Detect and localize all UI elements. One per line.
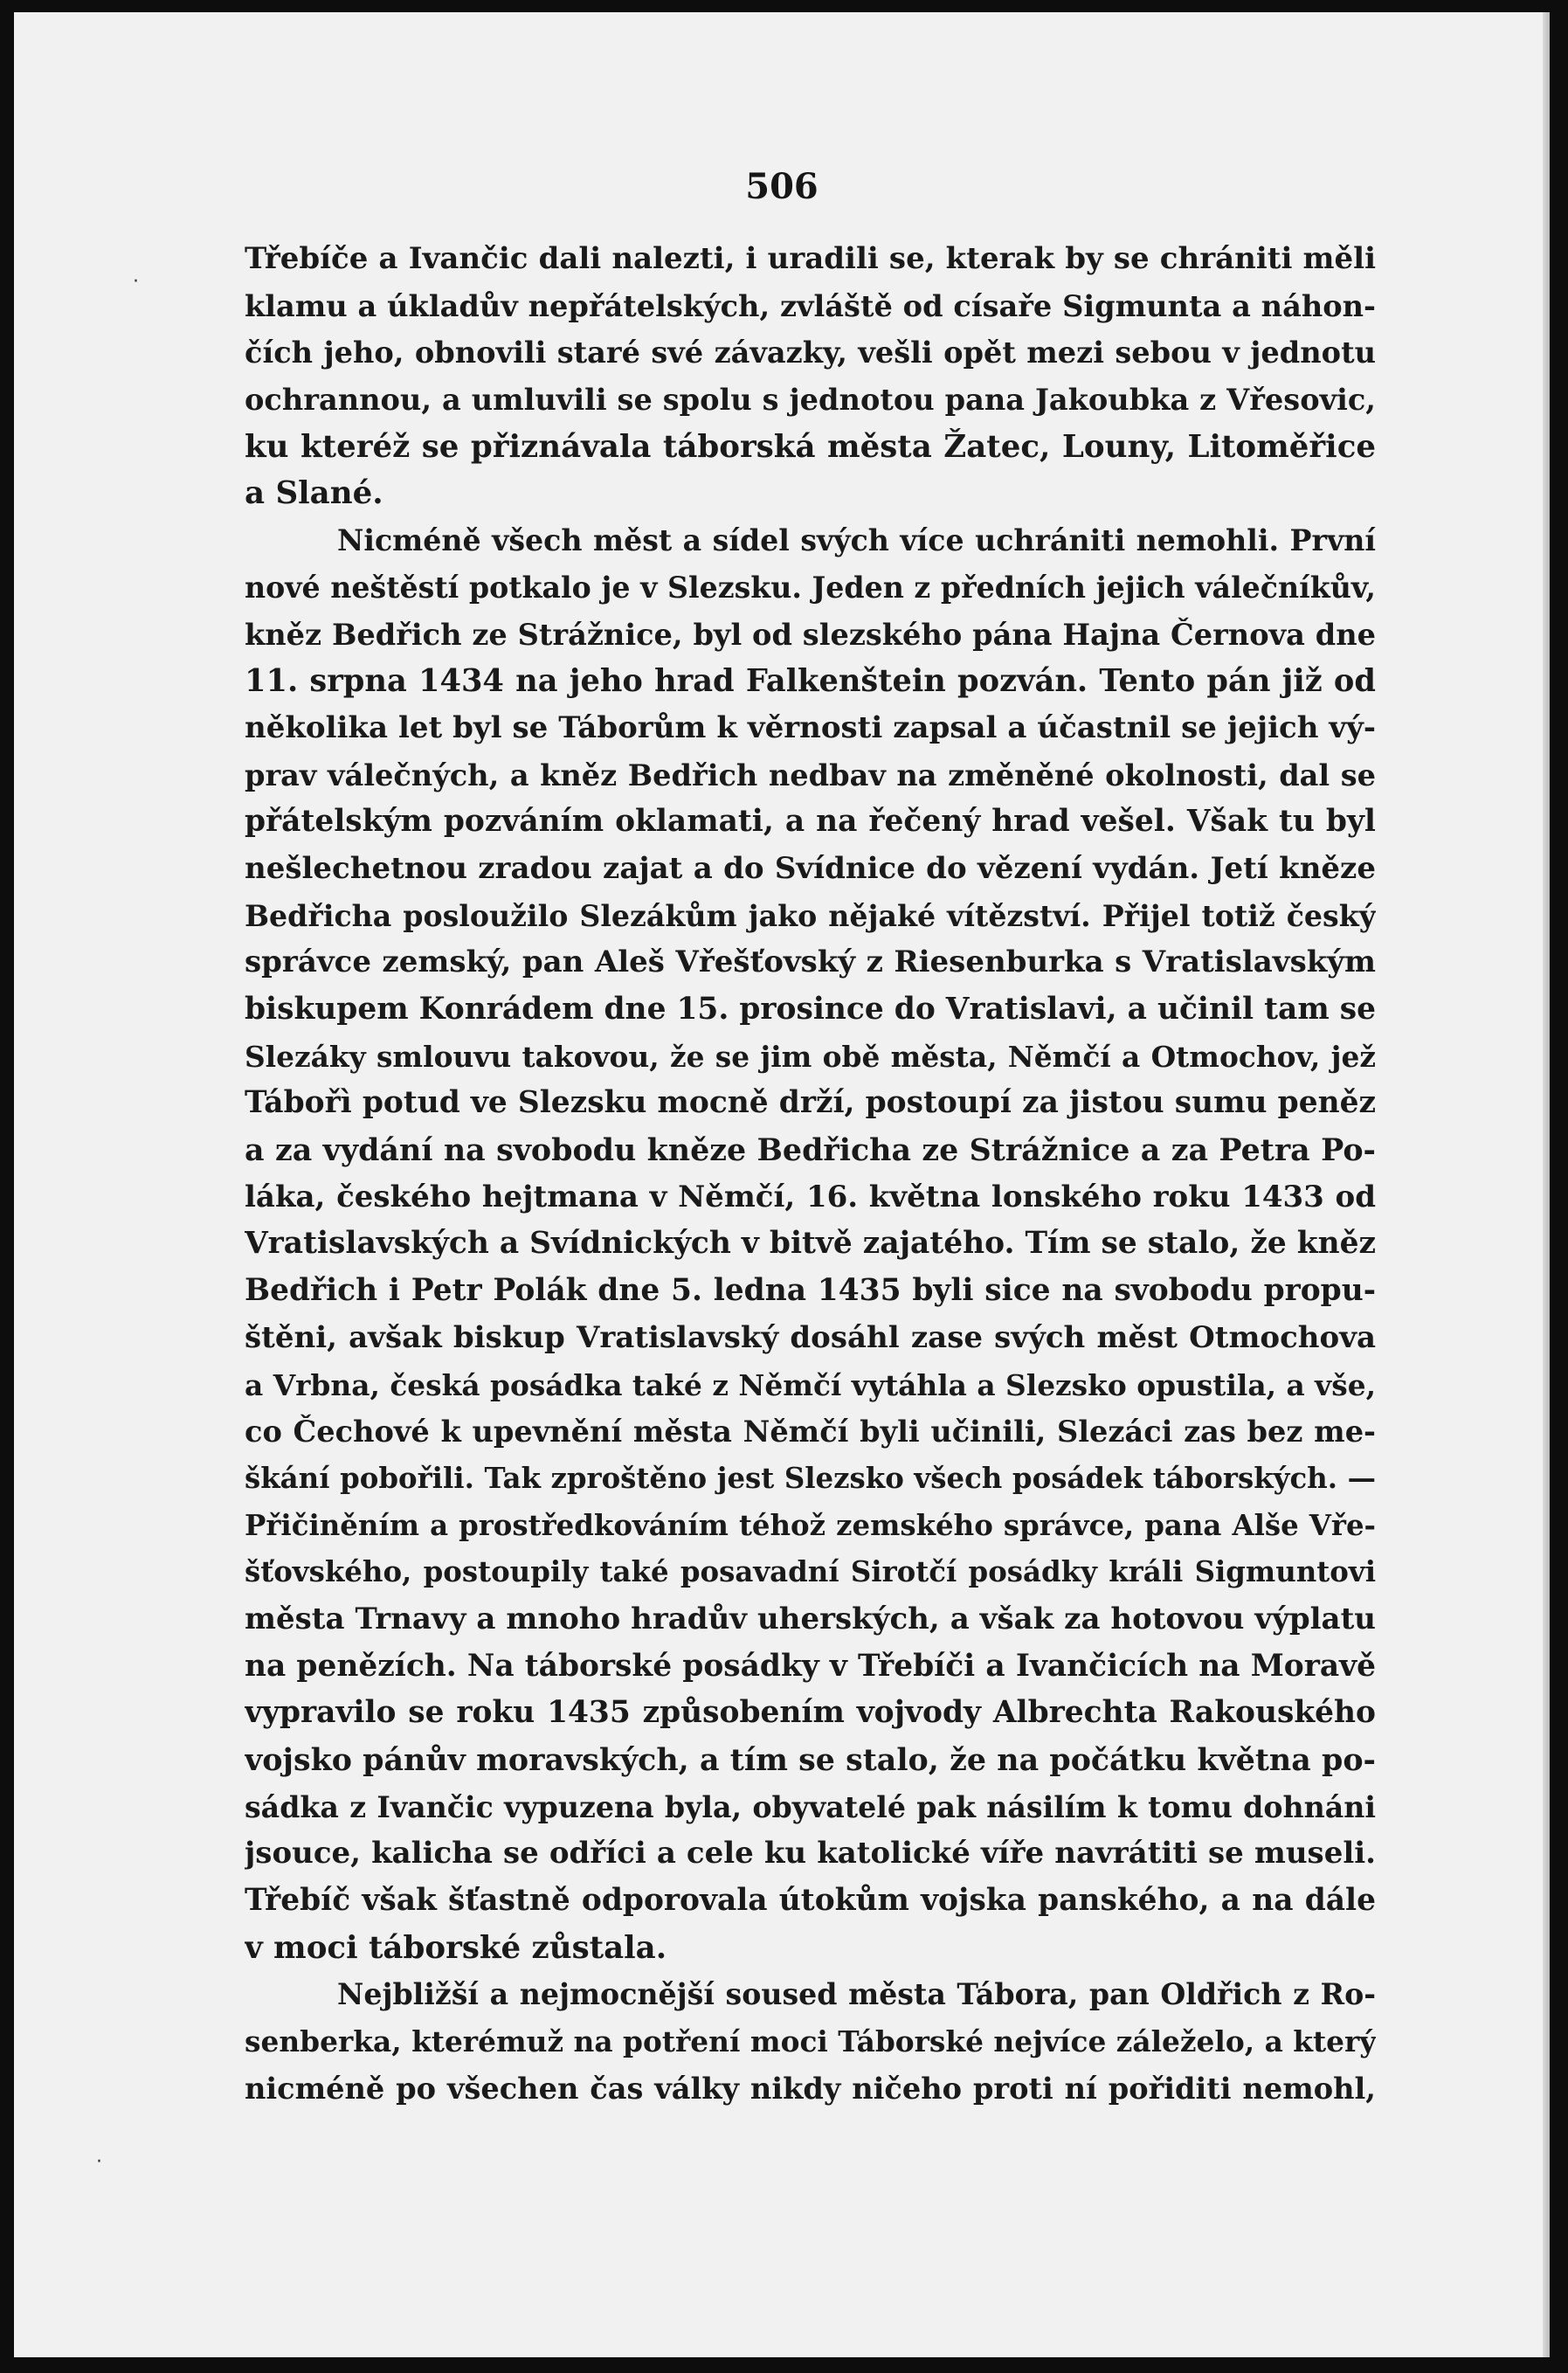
- text-line: láka, českého hejtmana v Němčí, 16. května lonského roku 1433 od: [245, 1179, 1376, 1214]
- text-line: biskupem Konrádem dne 15. prosince do Vratislavi, a učinil tam se: [245, 992, 1376, 1027]
- text-line: 11. srpna 1434 na jeho hrad Falkenštein pozván. Tento pán již od: [245, 663, 1376, 700]
- text-line: kněz Bedřich ze Strážnice, byl od slezského pána Hajna Černova dne: [245, 616, 1376, 652]
- text-line: nicméně po všechen čas války nikdy ničeho proti ní pořiditi nemohl,: [245, 2070, 1376, 2106]
- text-line: a Vrbna, česká posádka také z Němčí vytáhla a Slezsko opustila, a vše,: [245, 1367, 1376, 1402]
- text-line: správce zemský, pan Aleš Vřešťovský z Riesenburka s Vratislavským: [245, 944, 1376, 980]
- body-text: [245, 236, 1376, 2113]
- text-line: Nicméně všech měst a sídel svých více uchrániti nemohli. První: [337, 523, 1376, 558]
- text-line: nové neštěstí potkalo je v Slezsku. Jeden z předních jejich válečníkův,: [245, 570, 1376, 605]
- text-line: Nejbližší a nejmocnější soused města Tábora, pan Oldřich z Ro-: [337, 1977, 1376, 2012]
- text-line: v moci táborské zůstala.: [245, 1929, 667, 1966]
- text-line: čích jeho, obnovili staré své závazky, vešli opět mezi sebou v jednotu: [245, 335, 1376, 370]
- text-line: několika let byl se Táborům k věrnosti zapsal a účastnil se jejich vý-: [245, 709, 1376, 745]
- margin-speck: ·: [133, 271, 139, 293]
- text-line: Bedřicha posloužilo Slezákům jako nějaké vítězství. Přijel totiž český: [245, 898, 1376, 933]
- text-line: nešlechetnou zradou zajat a do Svídnice do vězení vydán. Jetí kněze: [245, 850, 1376, 886]
- text-line: ochrannou, a umluvili se spolu s jednotou pana Jakoubka z Vřesovic,: [245, 382, 1376, 418]
- text-line: Tábořì potud ve Slezsku mocně drží, postoupí za jistou sumu peněz: [245, 1085, 1376, 1121]
- scanned-page: [14, 12, 1550, 2357]
- text-line: sádka z Ivančic vypuzena byla, obyvatelé pak násilím k tomu dohnáni: [245, 1789, 1376, 1824]
- text-line: vypravilo se roku 1435 způsobením vojvody Albrechta Rakouského: [245, 1695, 1376, 1731]
- page-edge: [1543, 12, 1550, 2357]
- text-line: co Čechové k upevnění města Němčí byli učinili, Slezáci zas bez me-: [245, 1414, 1376, 1449]
- margin-speck: ·: [96, 2151, 102, 2173]
- text-line: jsouce, kalicha se odříci a cele ku katolické víře navrátiti se museli.: [245, 1836, 1376, 1871]
- text-line: Třebíče a Ivančic dali nalezti, i uradili se, kterak by se chrániti měli: [245, 241, 1376, 276]
- text-line: prav válečných, a kněz Bedřich nedbav na změněné okolnosti, dal se: [245, 757, 1376, 792]
- text-line: Přičiněním a prostředkováním téhož zemského správce, pana Alše Vře-: [245, 1508, 1376, 1542]
- text-line: štěni, avšak biskup Vratislavský dosáhl zase svých měst Otmochova: [245, 1319, 1376, 1355]
- page-number: 506: [745, 166, 819, 207]
- text-line: na penězích. Na táborské posádky v Třebíči a Ivančicích na Moravě: [245, 1648, 1376, 1684]
- text-line: šťovského, postoupily také posavadní Sirotčí posádky králi Sigmuntovi: [245, 1555, 1376, 1589]
- text-line: klamu a úkladův nepřátelských, zvláště od císaře Sigmunta a náhon-: [245, 287, 1376, 323]
- text-line: vojsko pánův moravských, a tím se stalo, že na počátku května po-: [245, 1742, 1376, 1778]
- text-line: ku kteréž se přiznávala táborská města Žatec, Louny, Litoměřice: [245, 428, 1376, 465]
- text-line: přátelským pozváním oklamati, a na řečený hrad vešel. Však tu byl: [245, 804, 1376, 840]
- text-line: Vratislavských a Svídnických v bitvě zajatého. Tím se stalo, že kněz: [245, 1226, 1376, 1262]
- text-line: senberka, kterémuž na potření moci Táborské nejvíce záleželo, a který: [245, 2024, 1376, 2059]
- text-line: a za vydání na svobodu kněze Bedřicha ze Strážnice a za Petra Po-: [245, 1132, 1376, 1169]
- text-line: a Slané.: [245, 475, 383, 512]
- text-line: Bedřich i Petr Polák dne 5. ledna 1435 byli sice na svobodu propu-: [245, 1273, 1376, 1309]
- text-line: Slezáky smlouvu takovou, že se jim obě města, Němčí a Otmochov, jež: [245, 1039, 1376, 1074]
- text-line: Třebíč však šťastně odporovala útokům vojska panského, a na dále: [245, 1883, 1376, 1919]
- text-line: škání pobořili. Tak zproštěno jest Slezsko všech posádek táborských. —: [245, 1461, 1376, 1495]
- text-line: města Trnavy a mnoho hradův uherských, a však za hotovou výplatu: [245, 1601, 1376, 1636]
